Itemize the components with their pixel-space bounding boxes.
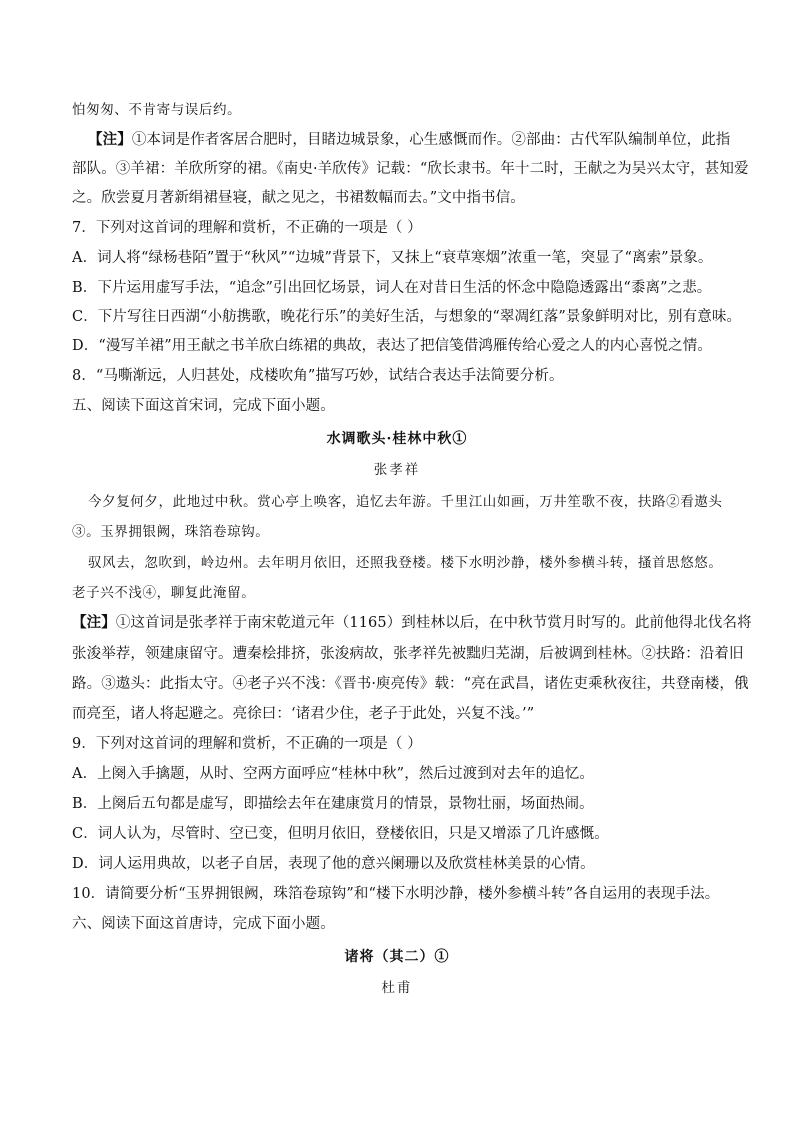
question-9-option-b: B．上阕后五句都是虚写，即描绘去年在建康赏月的情景，景物壮丽，场面热闹。 [72,796,594,812]
note-paragraph-2-cont: 张浚举荐，领建康留守。遭秦桧排挤，张浚病故，张孝祥先被黜归芜湖，后被调到桂林。②扶路：沿着旧 [72,646,744,662]
note-paragraph-1-cont: 部队。③羊裙：羊欣所穿的裙。《南史·羊欣传》记载：“欣长隶书。年十二时，王献之为吴兴太守，甚知爱 [72,161,749,177]
poem-line: 老子兴不浅④，聊复此淹留。 [72,585,256,601]
question-10: 10．请简要分析“玉界拥银阙，珠箔卷琼钩”和“楼下水明沙静，楼外参横斗转”各自运用的表现手法。 [72,886,720,902]
note-paragraph-2 [72,612,752,634]
poem-author: 张孝祥 [373,462,421,478]
poem-title-2: 诸将（其二）① [344,949,450,965]
note-text: ①本词是作者客居合肥时，目睹边城景象，心生感慨而作。②部曲：古代军队编制单位，此指 [131,132,731,148]
question-9-option-c: C．词人认为，尽管时、空已变，但明月依旧，登楼依旧，只是又增添了几许感慨。 [72,826,609,842]
question-7-option-a: A．词人将“绿杨巷陌”置于“秋风”“边城”背景下，又抹上“衰草寒烟”浓重一笔，突显了“离索”景象。 [72,250,713,266]
question-7-option-d: D．“漫写羊裙”用王献之书羊欣白练裙的典故，表达了把信笺借鸿雁传给心爱之人的内心喜悦之情。 [72,338,712,354]
note-label: 【注】 [88,131,132,148]
note-paragraph-2-cont: 路。③遨头：此指太守。④老子兴不浅：《晋书·庾亮传》载：“亮在武昌，诸佐吏乘秋夜往，共登南楼，俄 [72,676,749,692]
question-9-option-d: D．词人运用典故，以老子自居，表现了他的意兴阑珊以及欣赏桂林美景的心情。 [72,856,595,872]
poem-tail-line: 怕匆匆、不肯寄与误后约。 [72,102,242,118]
note-paragraph-2-cont: 而亮至，诸人将起避之。亮徐曰：‘诸君少住，老子于此处，兴复不浅。’” [72,706,535,722]
question-7: 7．下列对这首词的理解和赏析，不正确的一项是（ ） [72,220,422,236]
question-7-option-b: B．下片运用虚写手法，“追念”引出回忆场景，词人在对昔日生活的怀念中隐隐透露出“黍离”之悲。 [72,280,712,296]
question-9: 9．下列对这首词的理解和赏析，不正确的一项是（ ） [72,736,422,752]
note-text: ①这首词是张孝祥于南宋乾道元年（1165）到桂林以后，在中秋节赏月时写的。此前他得北伐名将 [115,615,752,631]
note-paragraph-1-cont: 之。欣尝夏月著新绢裙昼寝，献之见之，书裙数幅而去。”文中指书信。 [72,190,525,206]
poem-line: 驭风去，忽吹到，岭边州。去年明月依旧，还照我登楼。楼下水明沙静，楼外参横斗转，搔首思悠悠。 [88,555,723,571]
section-5-heading: 五、阅读下面这首宋词，完成下面小题。 [72,398,335,414]
question-9-option-a: A．上阕入手擒题，从时、空两方面呼应“桂林中秋”，然后过渡到对去年的追忆。 [72,766,594,782]
poem-title: 水调歌头·桂林中秋① [326,431,468,447]
poem-line: ③。玉界拥银阙，珠箔卷琼钩。 [72,524,270,540]
poem-author-2: 杜甫 [381,980,413,996]
question-7-option-c: C．下片写往日西湖“小舫携歌，晚花行乐”的美好生活，与想象的“翠凋红落”景象鲜明对比，别有意味。 [72,309,742,325]
poem-line: 今夕复何夕，此地过中秋。赏心亭上唤客，追忆去年游。千里江山如画，万井笙歌不夜，扶路②看遨头 [88,494,723,510]
note-label: 【注】 [72,614,116,631]
question-8: 8．“马嘶渐远，人归甚处，戍楼吹角”描写巧妙，试结合表达手法简要分析。 [72,368,564,384]
section-6-heading: 六、阅读下面这首唐诗，完成下面小题。 [72,916,335,932]
note-paragraph-1 [88,129,732,151]
